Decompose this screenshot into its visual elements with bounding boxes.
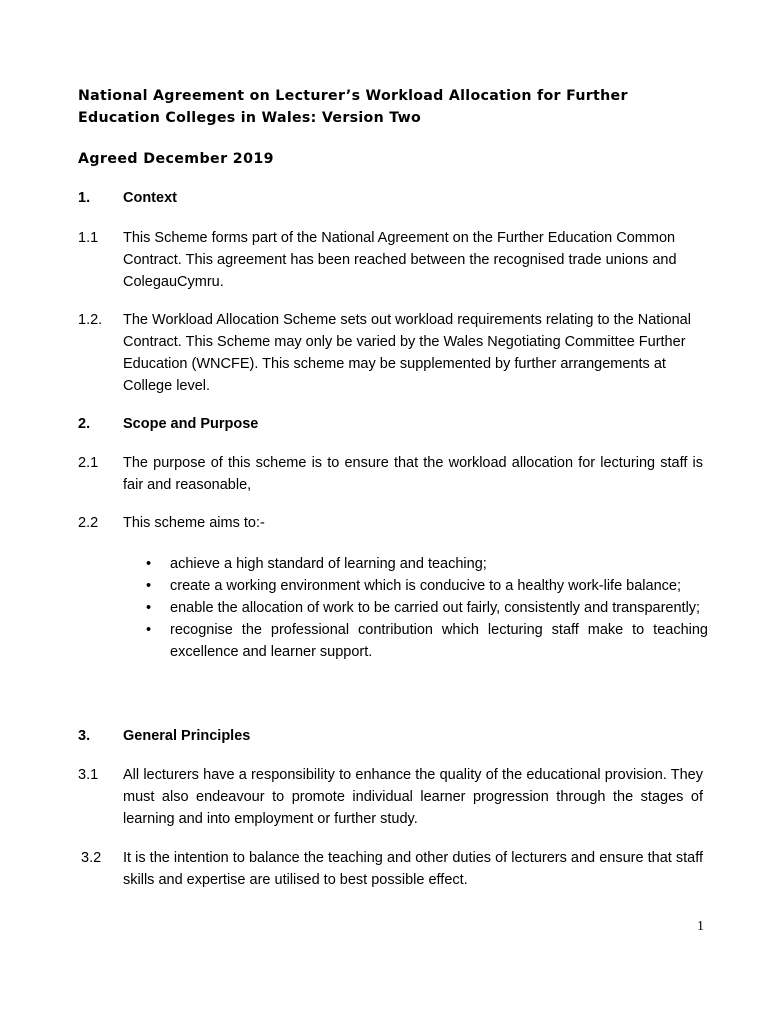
bullet-item [146, 553, 708, 575]
paragraph-text: The purpose of this scheme is to ensure that the workload allocation for lecturing staff is fair and reasonable, [123, 455, 703, 493]
paragraph-text: It is the intention to balance the teaching and other duties of lecturers and ensure that staff skills and expertise are utilised to best possible effect. [123, 850, 703, 888]
section-number: 2. [78, 416, 91, 432]
paragraph-text: This scheme aims to:- [123, 515, 265, 531]
bullet-icon: • [146, 578, 152, 594]
section-number: 3. [78, 728, 91, 744]
paragraph-text: This Scheme forms part of the National Agreement on the Further Education Common Contract. This agreement has been reached between the recognised trade unions and ColegauCymru. [123, 230, 677, 290]
paragraph-number: 3.2 [81, 850, 102, 866]
document-title-line-1: National Agreement on Lecturer’s Workload Allocation for Further [78, 88, 628, 104]
bullet-icon: • [146, 622, 152, 638]
bullet-text: create a working environment which is conducive to a healthy work-life balance; [170, 578, 681, 594]
paragraph-number: 3.1 [78, 767, 99, 783]
paragraph-number: 1.2. [78, 312, 103, 328]
bullet-item [146, 597, 708, 619]
paragraph-number: 2.1 [78, 455, 99, 471]
bullet-item [146, 575, 708, 597]
bullet-text: recognise the professional contribution which lecturing staff make to teaching excellence and learner support. [170, 622, 708, 660]
document-title-line-2: Education Colleges in Wales: Version Two [78, 110, 422, 126]
aims-bullet-list [146, 553, 708, 663]
bullet-item [146, 619, 708, 663]
section-title: Scope and Purpose [123, 416, 259, 432]
page-number: 1 [697, 919, 704, 934]
paragraph-text: The Workload Allocation Scheme sets out workload requirements relating to the National Contract. This Scheme may only be varied by the Wales Negotiating Committee Further Education (WNCFE). This scheme may be supplemented by further arrangements at College level. [123, 312, 691, 394]
paragraph-text: All lecturers have a responsibility to enhance the quality of the educational provision. They must also endeavour to promote individual learner progression through the stages of learning and into employment or further study. [123, 767, 703, 827]
agreed-date: Agreed December 2019 [78, 151, 274, 167]
section-title: General Principles [123, 728, 251, 744]
bullet-text: enable the allocation of work to be carried out fairly, consistently and transparently; [170, 600, 701, 616]
paragraph-number: 2.2 [78, 515, 99, 531]
section-number: 1. [78, 190, 91, 206]
bullet-icon: • [146, 600, 152, 616]
bullet-icon: • [146, 556, 152, 572]
paragraph-number: 1.1 [78, 230, 99, 246]
section-title: Context [123, 190, 177, 206]
bullet-text: achieve a high standard of learning and teaching; [170, 556, 487, 572]
